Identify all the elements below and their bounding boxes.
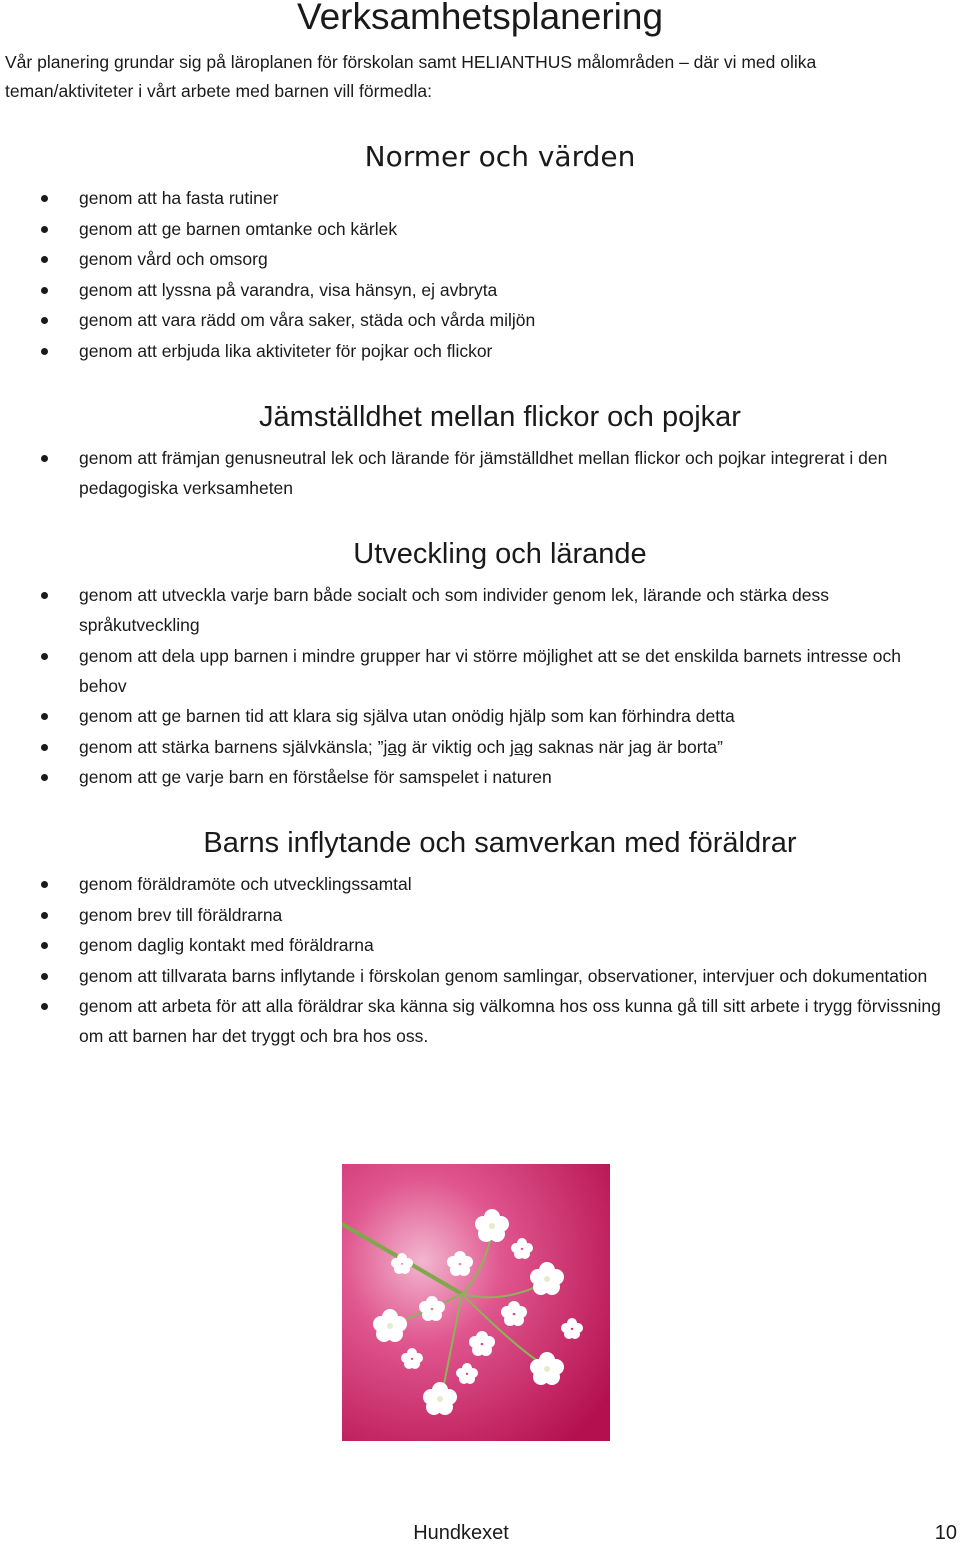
list-item: genom att arbeta för att alla föräldrar ska känna sig välkomna hos oss kunna gå till sitt arbete i trygg förvissning om att barnen har det tryggt och bra hos oss.	[0, 991, 960, 1051]
bullet-icon	[41, 287, 48, 294]
list-jamstalldhet	[0, 443, 960, 504]
list-utveckling	[0, 580, 960, 793]
bullet-icon	[41, 256, 48, 263]
bullet-icon	[41, 195, 48, 202]
section-heading-jamstalldhet: Jämställdhet mellan flickor och pojkar	[259, 401, 741, 433]
list-item: genom brev till föräldrarna	[0, 900, 960, 930]
list-item: genom att dela upp barnen i mindre grupper har vi större möjlighet att se det enskilda barnets intresse och behov	[0, 641, 960, 701]
bullet-icon	[41, 226, 48, 233]
bullet-icon	[41, 912, 48, 919]
section-heading-normer: Normer och värden	[364, 140, 636, 173]
flower-photo	[342, 1164, 610, 1441]
list-item: genom att lyssna på varandra, visa hänsyn, ej avbryta	[0, 275, 960, 305]
list-item: genom att ge barnen tid att klara sig själva utan onödig hjälp som kan förhindra detta	[0, 701, 960, 731]
list-item: genom vård och omsorg	[0, 244, 960, 274]
bullet-icon	[41, 942, 48, 949]
list-item: genom att främjan genusneutral lek och lärande för jämställdhet mellan flickor och pojkar integrerat i den pedagogiska verksamheten	[0, 443, 960, 503]
list-item: genom att stärka barnens självkänsla; ”jag är viktig och jag saknas när jag är borta”	[0, 732, 960, 762]
list-item: genom daglig kontakt med föräldrarna	[0, 930, 960, 960]
underlined-word: jag	[383, 736, 407, 757]
bullet-icon	[41, 1003, 48, 1010]
list-item: genom att ge varje barn en förståelse för samspelet i naturen	[0, 762, 960, 792]
list-item: genom att vara rädd om våra saker, städa och vårda miljön	[0, 305, 960, 335]
footer-name: Hundkexet	[413, 1522, 509, 1544]
list-item: genom föräldramöte och utvecklingssamtal	[0, 869, 960, 899]
bullet-icon	[41, 317, 48, 324]
list-item: genom att utveckla varje barn både socialt och som individer genom lek, lärande och stärka dess språkutveckling	[0, 580, 960, 640]
list-normer	[0, 183, 960, 367]
bullet-icon	[41, 881, 48, 888]
bullet-icon	[41, 774, 48, 781]
section-heading-utveckling: Utveckling och lärande	[353, 538, 647, 570]
bullet-icon	[41, 744, 48, 751]
bullet-icon	[41, 348, 48, 355]
underlined-word: jag	[509, 736, 534, 757]
section-heading-inflytande: Barns inflytande och samverkan med föräldrar	[203, 827, 797, 859]
bullet-icon	[41, 653, 48, 660]
list-inflytande	[0, 869, 960, 1052]
intro-paragraph: Vår planering grundar sig på läroplanen för förskolan samt HELIANTHUS målområden – där vi med olika teman/aktiviteter i vårt arbete med barnen vill förmedla:	[5, 52, 817, 101]
flower-illustration	[342, 1164, 610, 1441]
photo-background	[342, 1164, 610, 1441]
list-item: genom att tillvarata barns inflytande i förskolan genom samlingar, observationer, intervjuer och dokumentation	[0, 961, 960, 991]
bullet-icon	[41, 973, 48, 980]
bullet-icon	[41, 455, 48, 462]
list-item: genom att ha fasta rutiner	[0, 183, 960, 213]
footer-page-number: 10	[934, 1522, 957, 1544]
list-item: genom att erbjuda lika aktiviteter för pojkar och flickor	[0, 336, 960, 366]
list-item: genom att ge barnen omtanke och kärlek	[0, 214, 960, 244]
bullet-icon	[41, 713, 48, 720]
bullet-icon	[41, 592, 48, 599]
page-title: Verksamhetsplanering	[296, 0, 664, 37]
